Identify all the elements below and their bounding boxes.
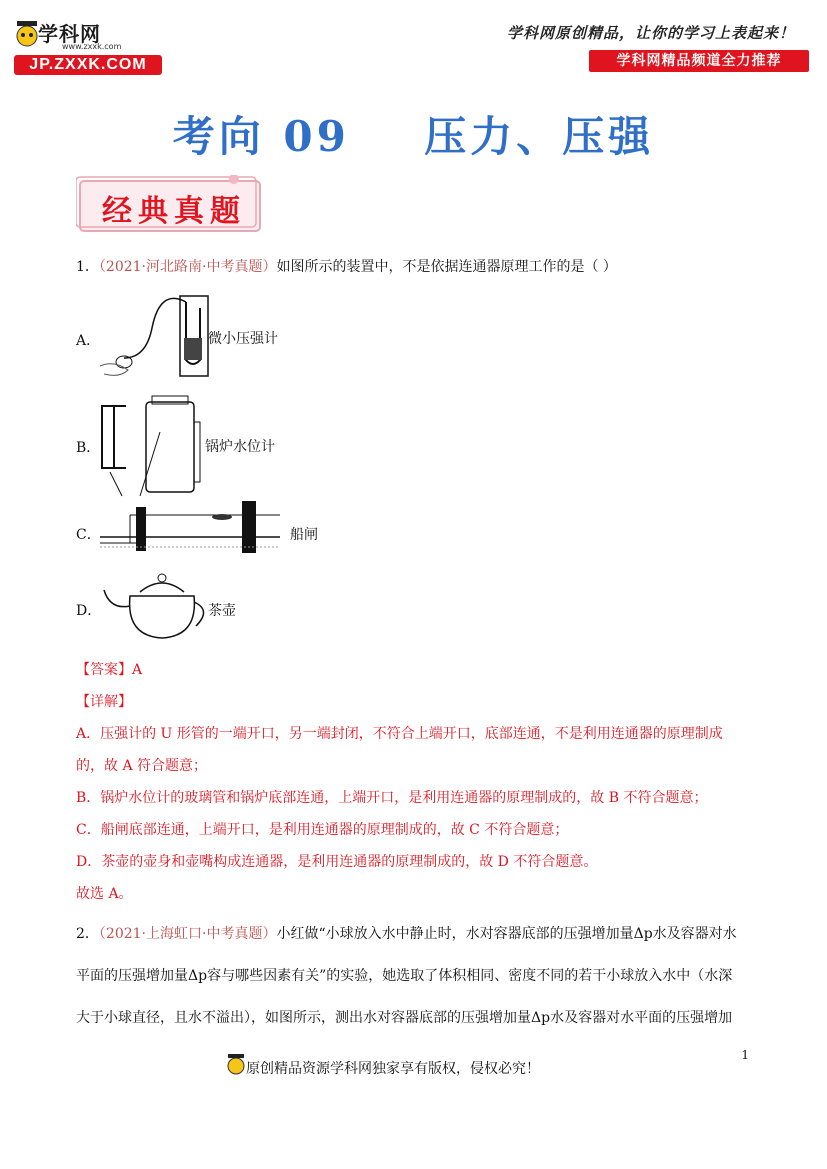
option-b-letter: B．	[76, 440, 101, 456]
logo-text: 学科网	[38, 22, 101, 46]
logo-domain-bar[interactable]: JP.ZXXK.COM	[14, 55, 162, 75]
question-number: 1．	[76, 259, 99, 275]
question-source: （2021·上海虹口·中考真题）	[98, 926, 277, 942]
question-stem: 如图所示的装置中，不是依据连通器原理工作的是（ ）	[276, 259, 617, 275]
detail-line: B．锅炉水位计的玻璃管和锅炉底部连通，上端开口，是利用连通器的原理制成的，故 B 不符合题意；	[76, 790, 708, 806]
logo-url: www.zxxk.com	[62, 42, 122, 51]
detail-line: 的，故 A 符合题意；	[76, 758, 208, 774]
question-number: 2．	[76, 926, 99, 942]
slogan: 学科网原创精品，让你的学习上表起来！	[506, 24, 795, 42]
micro-manometer-figure	[100, 288, 210, 380]
option-d-label: 茶壶	[208, 603, 236, 619]
question-text: 大于小球直径，且水不溢出），如图所示，测出水对容器底部的压强增加量Δp水及容器对水平面的压强增加	[76, 1010, 733, 1026]
question-1	[76, 257, 617, 277]
conclusion: 故选 A。	[76, 886, 133, 902]
option-d-letter: D．	[76, 603, 102, 619]
section-banner: 经典真题	[102, 194, 246, 229]
mascot-icon	[14, 18, 40, 54]
copyright-footer: 原创精品资源学科网独家享有版权，侵权必究！	[246, 1061, 540, 1077]
option-c-letter: C．	[76, 527, 101, 543]
recommend-bar: 学科网精品频道全力推荐	[589, 50, 809, 72]
ship-lock-figure	[100, 497, 280, 563]
question-text: 平面的压强增加量Δp容与哪些因素有关”的实验，她选取了体积相同、密度不同的若干小球放入水中（水深	[76, 968, 733, 984]
question-2	[76, 924, 737, 944]
option-b-label: 锅炉水位计	[205, 439, 275, 455]
question-text: 小红做“小球放入水中静止时，水对容器底部的压强增加量Δp水及容器对水	[276, 926, 737, 942]
detail-line: C．船闸底部连通，上端开口，是利用连通器的原理制成的，故 C 不符合题意；	[76, 822, 569, 838]
option-a-label: 微小压强计	[208, 331, 278, 347]
answer-tag: 【答案】A	[76, 662, 143, 678]
detail-tag: 【详解】	[76, 694, 132, 710]
detail-line: A．压强计的 U 形管的一端开口，另一端封闭，不符合上端开口，底部连通，不是利用连通器的原理制成	[76, 726, 723, 742]
page-number: 1	[741, 1048, 749, 1062]
teapot-figure	[100, 570, 210, 642]
boiler-gauge-figure	[96, 392, 206, 502]
detail-line: D．茶壶的壶身和壶嘴构成连通器，是利用连通器的原理制成的，故 D 不符合题意。	[76, 854, 598, 870]
mascot-icon	[226, 1052, 246, 1078]
option-c-label: 船闸	[290, 527, 318, 543]
option-a-letter: A．	[76, 333, 101, 349]
page-title: 考向 09 压力、压强	[172, 112, 655, 161]
question-source: （2021·河北路南·中考真题）	[98, 259, 277, 275]
